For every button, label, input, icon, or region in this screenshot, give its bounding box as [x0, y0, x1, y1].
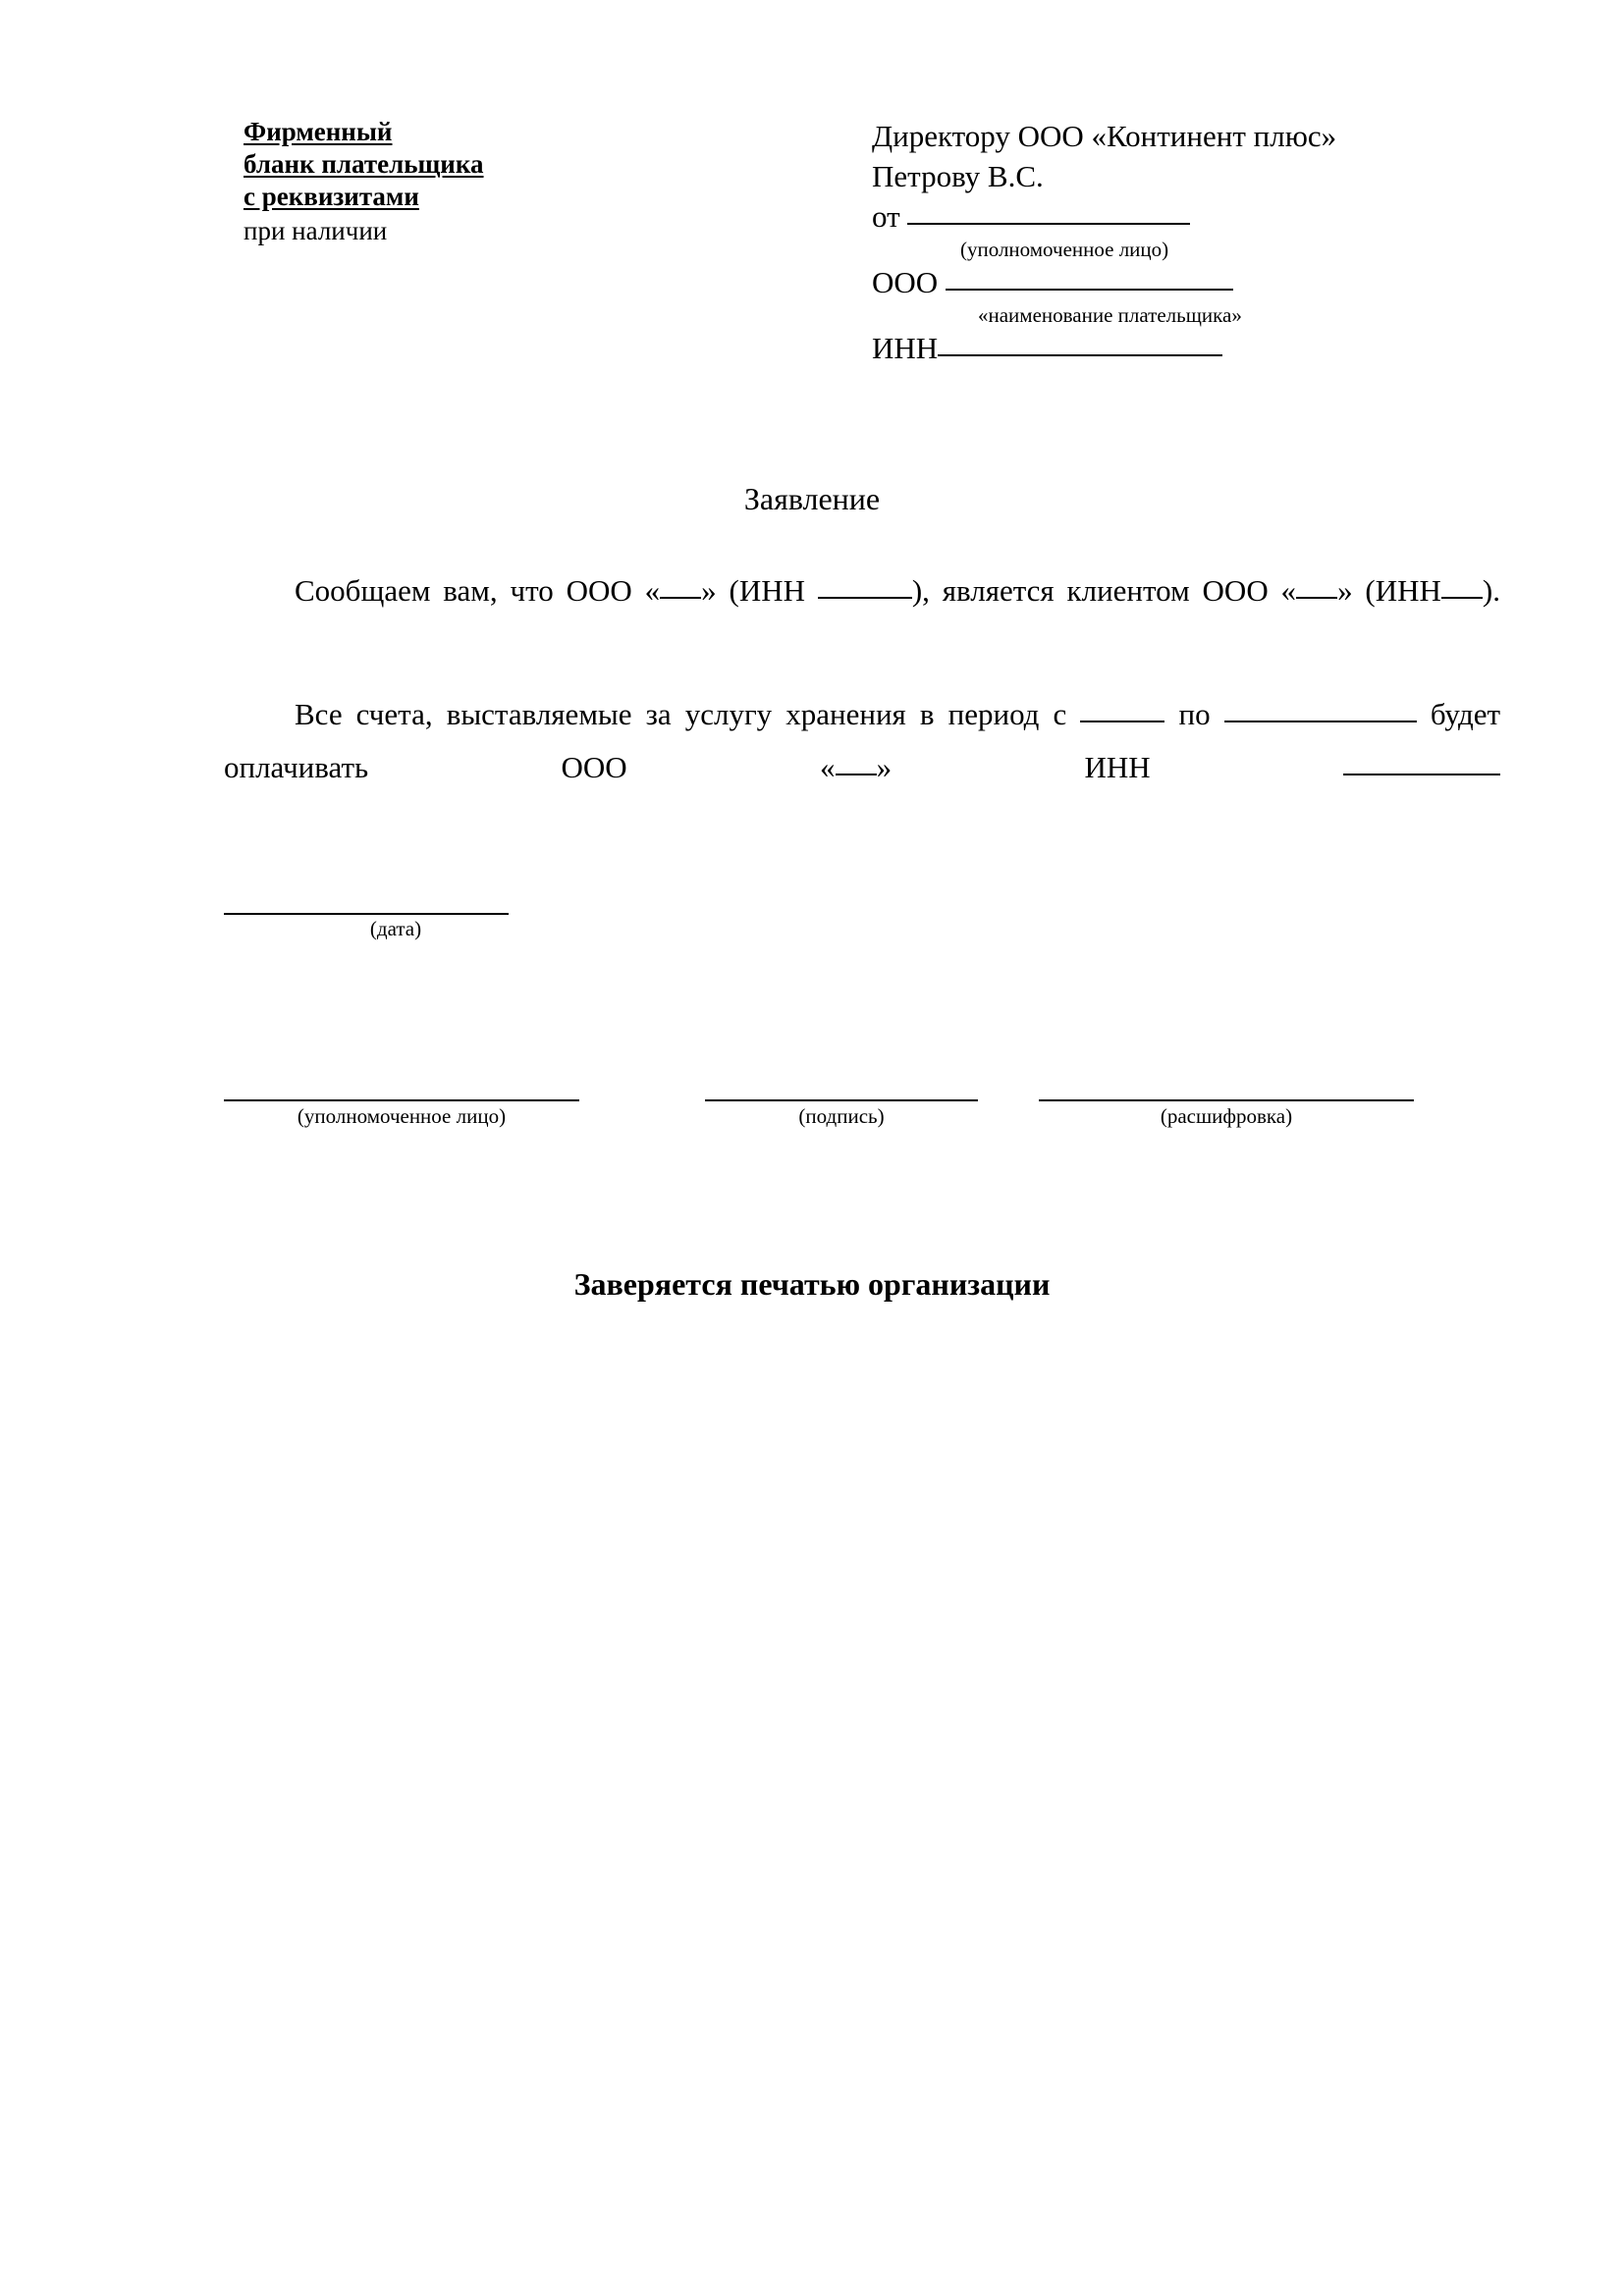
from-caption: (уполномоченное лицо): [960, 238, 1169, 261]
org-caption: «наименование плательщика»: [978, 303, 1242, 327]
page-title: Заявление: [743, 481, 881, 516]
letterhead-note-line-1: Фирменный: [244, 117, 393, 146]
signature-caption-signature: (подпись): [798, 1104, 885, 1128]
p1-text-5: ).: [1482, 573, 1500, 608]
p2-text-3: будет оплачивать ООО «: [224, 697, 1501, 784]
org-blank-field[interactable]: [946, 289, 1233, 291]
org-label: ООО: [872, 265, 939, 299]
p1-blank-org-name-2[interactable]: [1296, 597, 1337, 599]
p2-text-4: » ИНН: [876, 750, 1151, 784]
p2-blank-period-to[interactable]: [1224, 721, 1417, 722]
p2-text-1: Все счета, выставляемые за услугу хранения в период с: [295, 697, 1067, 731]
p2-blank-period-from[interactable]: [1080, 721, 1164, 722]
inn-blank-field[interactable]: [938, 354, 1222, 356]
date-block: [224, 913, 636, 942]
inn-label: ИНН: [872, 331, 939, 365]
addressee-name: Петрову В.С.: [872, 159, 1044, 193]
document-header: [0, 116, 1624, 410]
p1-text-4: » (ИНН: [1337, 573, 1441, 608]
date-caption: (дата): [369, 917, 422, 940]
p1-blank-org-name-1[interactable]: [660, 597, 701, 599]
addressee-from-line: [872, 196, 1559, 237]
p1-text-1: Сообщаем вам, что ООО «: [295, 573, 661, 608]
letterhead-note-line-4: при наличии: [244, 216, 388, 245]
signature-cell-signature: [705, 1099, 978, 1131]
body-paragraph-2: [224, 688, 1500, 847]
addressee-block: [872, 116, 1559, 368]
document-body: [224, 564, 1500, 847]
body-paragraph-1: [224, 564, 1500, 670]
addressee-inn-line: [872, 328, 1559, 368]
p2-blank-payer-name[interactable]: [836, 774, 877, 775]
letterhead-note: [244, 116, 568, 247]
p2-blank-payer-inn[interactable]: [1343, 774, 1500, 775]
signature-caption-transcript: (расшифровка): [1160, 1104, 1293, 1128]
signature-caption-authorized-person: (уполномоченное лицо): [297, 1104, 507, 1128]
p1-blank-inn-2[interactable]: [1441, 597, 1483, 599]
signature-cell-authorized-person: [224, 1099, 579, 1131]
footer-seal-note: Заверяется печатью организации: [573, 1266, 1051, 1302]
signature-cell-transcript: [1039, 1099, 1414, 1131]
from-blank-field[interactable]: [907, 223, 1190, 225]
addressee-org-line: [872, 262, 1559, 302]
p1-blank-inn-1[interactable]: [818, 597, 912, 599]
letterhead-note-line-3: с реквизитами: [244, 182, 419, 211]
addressee-director: Директору ООО «Континент плюс»: [872, 119, 1337, 153]
letterhead-note-line-2: бланк плательщика: [244, 149, 484, 179]
p1-text-3: ), является клиентом ООО «: [911, 573, 1297, 608]
from-label: от: [872, 199, 900, 234]
p1-text-2: » (ИНН: [701, 573, 805, 608]
p2-text-2: по: [1178, 697, 1211, 731]
